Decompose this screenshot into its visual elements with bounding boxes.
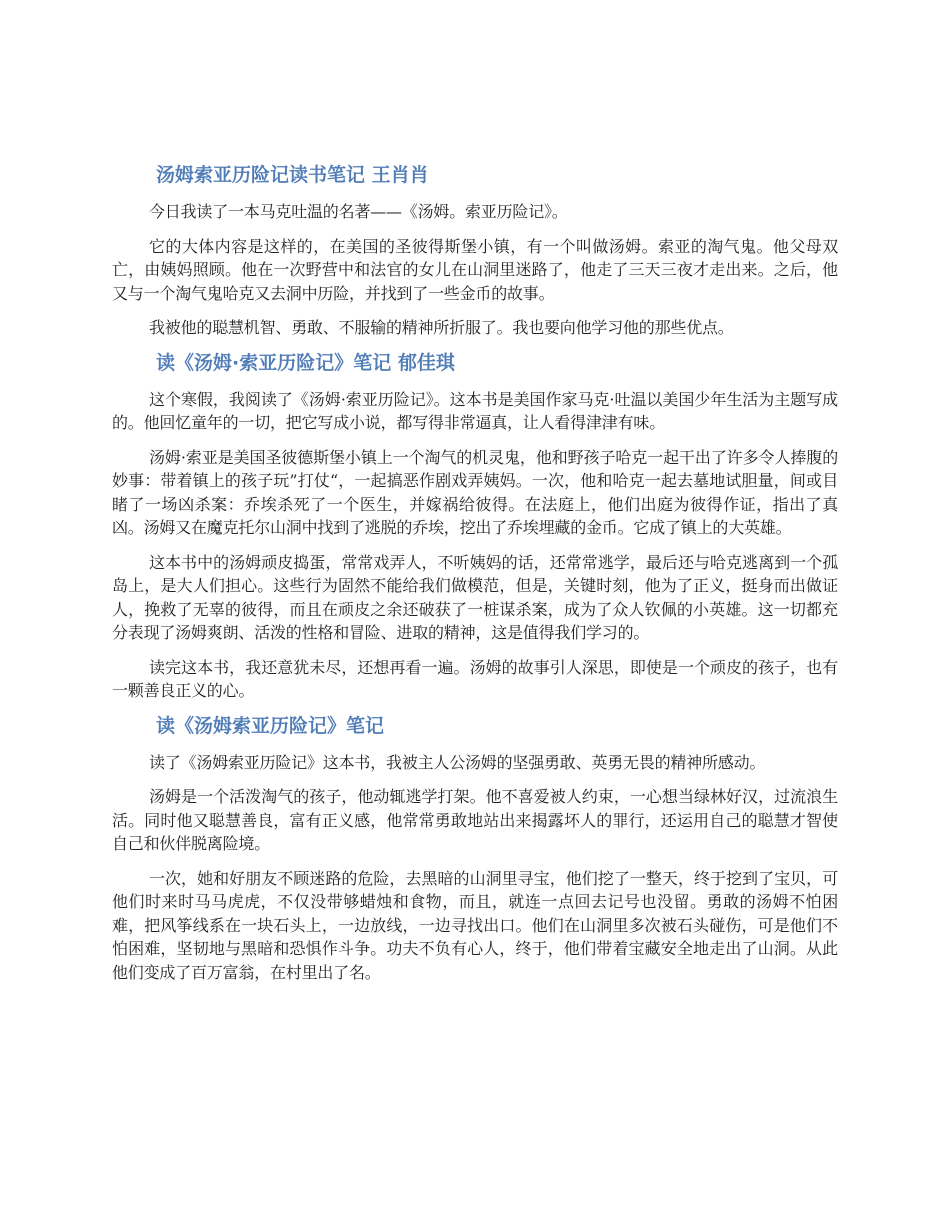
paragraph: 这本书中的汤姆顽皮捣蛋，常常戏弄人，不听姨妈的话，还常常逃学，最后还与哈克逃离到一个孤岛上，是大人们担心。这些行为固然不能给我们做模范，但是，关键时刻，他为了正义，挺身而出做证人，挽救了无辜的彼得，而且在顽皮之余还破获了一桩谋杀案，成为了众人钦佩的小英雄。这一切都充分表现了汤姆爽朗、活泼的性格和冒险、进取的精神，这是值得我们学习的。 <box>112 552 838 642</box>
paragraph: 一次，她和好朋友不顾迷路的危险，去黑暗的山洞里寻宝，他们挖了一整天，终于挖到了宝贝，可他们时来时马马虎虎，不仅没带够蜡烛和食物，而且，就连一点回去记号也没留。勇敢的汤姆不怕困难，把风筝线系在一块石头上，一边放线，一边寻找出口。他们在山洞里多次被石头碰伤，可是他们不怕困难，坚韧地与黑暗和恐惧作斗争。功夫不负有心人，终于，他们带着宝藏安全地走出了山洞。从此他们变成了百万富翁，在村里出了名。 <box>112 868 838 982</box>
paragraph: 汤姆是一个活泼淘气的孩子，他动辄逃学打架。他不喜爱被人约束，一心想当绿林好汉，过流浪生活。同时他又聪慧善良，富有正义感，他常常勇敢地站出来揭露坏人的罪行，还运用自己的聪慧才智使自己和伙伴脱离险境。 <box>112 787 838 853</box>
section-title: 读《汤姆索亚历险记》笔记 <box>156 714 385 737</box>
note-section-3 <box>112 709 838 985</box>
paragraph: 今日我读了一本马克吐温的名著——《汤姆。索亚历险记》。 <box>149 202 568 221</box>
paragraph: 这个寒假，我阅读了《汤姆·索亚历险记》。这本书是美国作家马克·吐温以美国少年生活为主题写成的。他回忆童年的一切，把它写成小说，都写得非常逼真，让人看得津津有味。 <box>112 389 838 432</box>
paragraph: 我被他的聪慧机智、勇敢、不服输的精神所折服了。我也要向他学习他的那些优点。 <box>149 318 734 337</box>
note-section-2 <box>112 346 838 703</box>
paragraph: 读完这本书，我还意犹未尽，还想再看一遍。汤姆的故事引人深思，即使是一个顽皮的孩子，也有一颗善良正义的心。 <box>112 657 838 700</box>
paragraph: 它的大体内容是这样的，在美国的圣彼得斯堡小镇，有一个叫做汤姆。索亚的淘气鬼。他父母双亡，由姨妈照顾。他在一次野营中和法官的女儿在山洞里迷路了，他走了三天三夜才走出来。之后，他又与一个淘气鬼哈克又去洞中历险，并找到了一些金币的故事。 <box>112 236 838 303</box>
section-title: 读《汤姆·索亚历险记》笔记 郁佳琪 <box>156 351 455 374</box>
paragraph: 读了《汤姆索亚历险记》这本书，我被主人公汤姆的坚强勇敢、英勇无畏的精神所感动。 <box>149 752 766 772</box>
note-section-1 <box>112 158 838 340</box>
section-title: 汤姆索亚历险记读书笔记 王肖肖 <box>156 164 429 186</box>
paragraph: 汤姆·索亚是美国圣彼德斯堡小镇上一个淘气的机灵鬼，他和野孩子哈克一起干出了许多令人捧腹的妙事：带着镇上的孩子玩”打仗“，一起搞恶作剧戏弄姨妈。一次，他和哈克一起去墓地试胆量，间或目睹了一场凶杀案：乔埃杀死了一个医生，并嫁祸给彼得。在法庭上，他们出庭为彼得作证，指出了真凶。汤姆又在魔克托尔山洞中找到了逃脱的乔埃，挖出了乔埃埋藏的金币。它成了镇上的大英雄。 <box>112 447 838 537</box>
